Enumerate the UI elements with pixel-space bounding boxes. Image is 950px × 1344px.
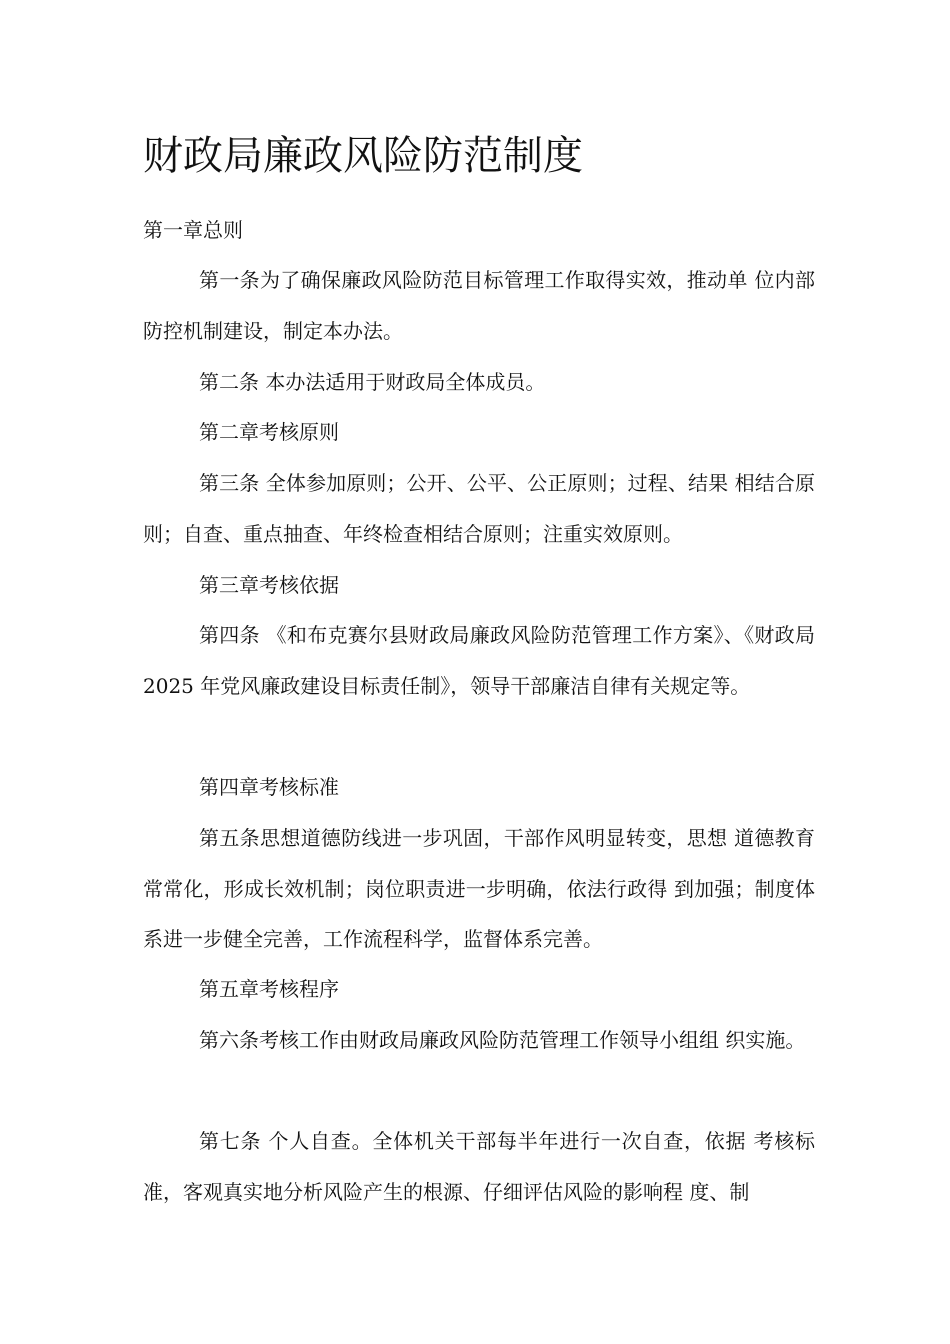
- article-6: 第六条考核工作由财政局廉政风险防范管理工作领导小组组 织实施。: [199, 1028, 806, 1052]
- chapter-5-heading: 第五章考核程序: [199, 977, 339, 1001]
- article-5: 第五条思想道德防线进一步巩固，干部作风明显转变，思想 道德教育常常化，形成长效机制；岗位职责进一步明确，依法行政得 到加强；制度体系进一步健全完善，工作流程科学，监督体系完善。: [143, 826, 815, 951]
- chapter-3-heading: 第三章考核依据: [199, 573, 339, 597]
- chapter-1-heading: 第一章总则: [143, 218, 243, 242]
- article-7: 第七条 个人自查。全体机关干部每半年进行一次自查，依据 考核标准，客观真实地分析风险产生的根源、仔细评估风险的影响程 度、制: [143, 1129, 815, 1204]
- article-2: 第二条 本办法适用于财政局全体成员。: [199, 370, 546, 394]
- chapter-2-heading: 第二章考核原则: [199, 420, 339, 444]
- document-title: 财政局廉政风险防范制度: [143, 133, 583, 179]
- article-3: 第三条 全体参加原则；公开、公平、公正原则；过程、结果 相结合原则；自查、重点抽查、年终检查相结合原则；注重实效原则。: [143, 471, 815, 546]
- article-1: 第一条为了确保廉政风险防范目标管理工作取得实效，推动单 位内部防控机制建设，制定本办法。: [143, 268, 815, 343]
- chapter-4-heading: 第四章考核标准: [199, 775, 339, 799]
- article-4: 第四条 《和布克赛尔县财政局廉政风险防范管理工作方案》、《财政局 2025 年党风廉政建设目标责任制》，领导干部廉洁自律有关规定等。: [143, 623, 815, 698]
